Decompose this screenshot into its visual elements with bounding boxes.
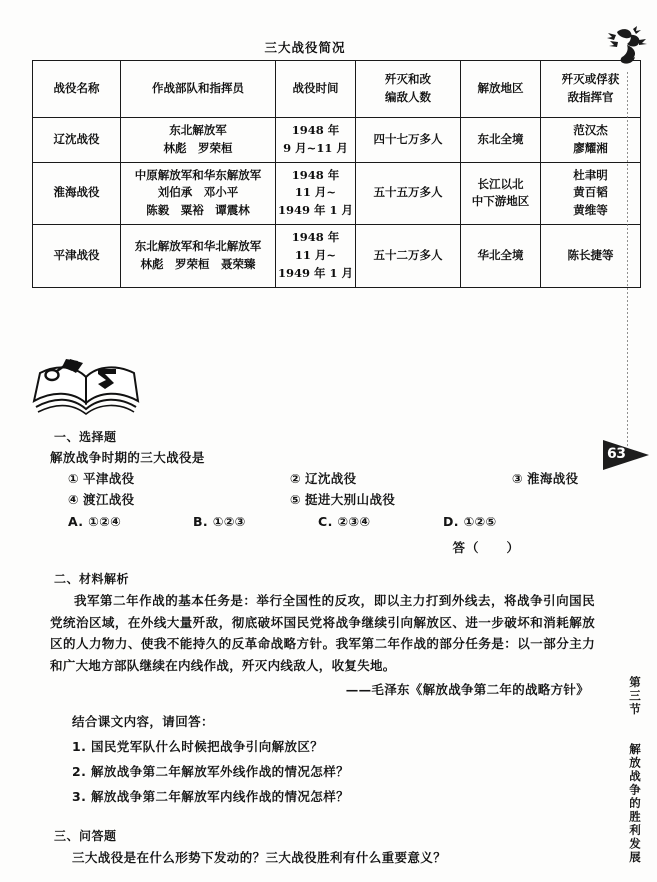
option-marker: ③: [512, 471, 523, 486]
section-2-question-2: 2. 解放战争第二年解放军外线作战的情况怎样？: [72, 764, 349, 779]
option-text: 渡江战役: [82, 492, 135, 507]
option-marker: ④: [68, 492, 79, 507]
table-header-cell-name: 战役名称: [33, 61, 121, 118]
section-2-question-3: 3. 解放战争第二年解放军内线作战的情况怎样？: [72, 789, 349, 804]
table-header-row: [33, 61, 641, 118]
section-2-prompt: 结合课文内容，请回答：: [72, 714, 214, 729]
cell-campaign-name: 淮海战役: [33, 162, 121, 224]
cell-time: 1948 年 11 月~ 1949 年 1 月: [276, 162, 356, 224]
answer-choice-c: [318, 514, 443, 529]
answer-letter: C.: [318, 514, 333, 529]
table-row: [33, 118, 641, 163]
option-text: 辽沈战役: [304, 471, 357, 486]
cell-campaign-name: 平津战役: [33, 225, 121, 287]
answer-choice-d: [443, 514, 497, 529]
cell-casualties: 五十五万多人: [356, 162, 461, 224]
cell-campaign-name: 辽沈战役: [33, 118, 121, 163]
table-row: [33, 162, 641, 224]
chapter-number-label: 第三节: [628, 676, 642, 717]
cell-liberated: 长江以北 中下游地区: [461, 162, 541, 224]
section-3-question: 三大战役是在什么形势下发动的？三大战役胜利有什么重要意义？: [72, 850, 447, 865]
option-2: [290, 469, 512, 487]
chapter-side-label: [623, 676, 643, 864]
answer-choice-a: [68, 514, 193, 529]
cell-time: 1948 年 9 月~11 月: [276, 118, 356, 163]
table-header-cell-liberated: 解放地区: [461, 61, 541, 118]
section-2-passage: 我军第二年作战的基本任务是：举行全国性的反攻，即以主力打到外线去，将战争引向国民党统治区域，在外线大量歼敌，彻底破坏国民党将战争继续引向解放区、进一步破坏和消耗解放区的人力物力、使我不能持久的反革命战略方针。我军第二年作战的部分任务是：以一部分主力和广大地方部队继续在内线作战，歼灭内线敌人，收复失地。: [50, 593, 595, 673]
option-text: 平津战役: [82, 471, 135, 486]
chapter-title-label: 解放战争的胜利发展: [628, 742, 642, 864]
option-3: [512, 469, 579, 487]
cell-enemy-commanders: 杜聿明 黄百韬 黄维等: [541, 162, 641, 224]
answer-text: ①②⑤: [463, 514, 497, 529]
cell-casualties: 四十七万多人: [356, 118, 461, 163]
three-campaigns-table: [32, 60, 641, 288]
answer-letter: A.: [68, 514, 84, 529]
section-2-source: ——毛泽东《解放战争第二年的战略方针》: [345, 682, 589, 697]
option-row-2: [68, 490, 595, 508]
open-book-exercise-icon: [26, 357, 146, 419]
table-row: [33, 225, 641, 287]
answer-letter: B.: [193, 514, 209, 529]
cell-liberated: 华北全境: [461, 225, 541, 287]
table-header-cell-time: 战役时间: [276, 61, 356, 118]
option-5: [290, 490, 395, 508]
section-1-lead: 解放战争时期的三大战役是: [50, 450, 205, 465]
answer-text: ①②④: [88, 514, 122, 529]
answer-text: ①②③: [212, 514, 246, 529]
margin-dotted-rule: [627, 72, 628, 450]
exercise-content: [50, 428, 595, 866]
table-header-cell-forces: 作战部队和指挥员: [121, 61, 276, 118]
option-text: 淮海战役: [526, 471, 579, 486]
answer-choices-row: [68, 514, 595, 529]
section-3-heading: 三、问答题: [54, 829, 117, 843]
answer-blank: 答（ ）: [452, 540, 520, 555]
option-4: [68, 490, 290, 508]
table-header-cell-enemy-commanders: 歼灭或俘获 敌指挥官: [541, 61, 641, 118]
cell-enemy-commanders: 陈长捷等: [541, 225, 641, 287]
dragon-ornament-icon: [603, 26, 649, 66]
option-marker: ①: [68, 471, 79, 486]
option-row-1: [68, 469, 595, 487]
cell-liberated: 东北全境: [461, 118, 541, 163]
cell-forces: 中原解放军和华东解放军 刘伯承 邓小平 陈毅 粟裕 谭震林: [121, 162, 276, 224]
cell-forces: 东北解放军和华北解放军 林彪 罗荣桓 聂荣臻: [121, 225, 276, 287]
option-1: [68, 469, 290, 487]
cell-casualties: 五十二万多人: [356, 225, 461, 287]
cell-time: 1948 年 11 月~ 1949 年 1 月: [276, 225, 356, 287]
answer-choice-b: [193, 514, 318, 529]
option-marker: ⑤: [290, 492, 301, 507]
page-number: 63: [607, 446, 626, 462]
table-title: 三大战役简况: [264, 40, 346, 55]
option-text: 挺进大别山战役: [304, 492, 396, 507]
section-2-question-1: 1. 国民党军队什么时候把战争引向解放区？: [72, 739, 324, 754]
answer-text: ②③④: [337, 514, 371, 529]
option-marker: ②: [290, 471, 301, 486]
section-2-heading: 二、材料解析: [54, 572, 130, 586]
cell-enemy-commanders: 范汉杰 廖耀湘: [541, 118, 641, 163]
table-header-cell-casualties: 歼灭和改 编敌人数: [356, 61, 461, 118]
page-number-badge: [603, 440, 649, 470]
answer-letter: D.: [443, 514, 459, 529]
cell-forces: 东北解放军 林彪 罗荣桓: [121, 118, 276, 163]
section-1-heading: 一、选择题: [54, 430, 117, 444]
